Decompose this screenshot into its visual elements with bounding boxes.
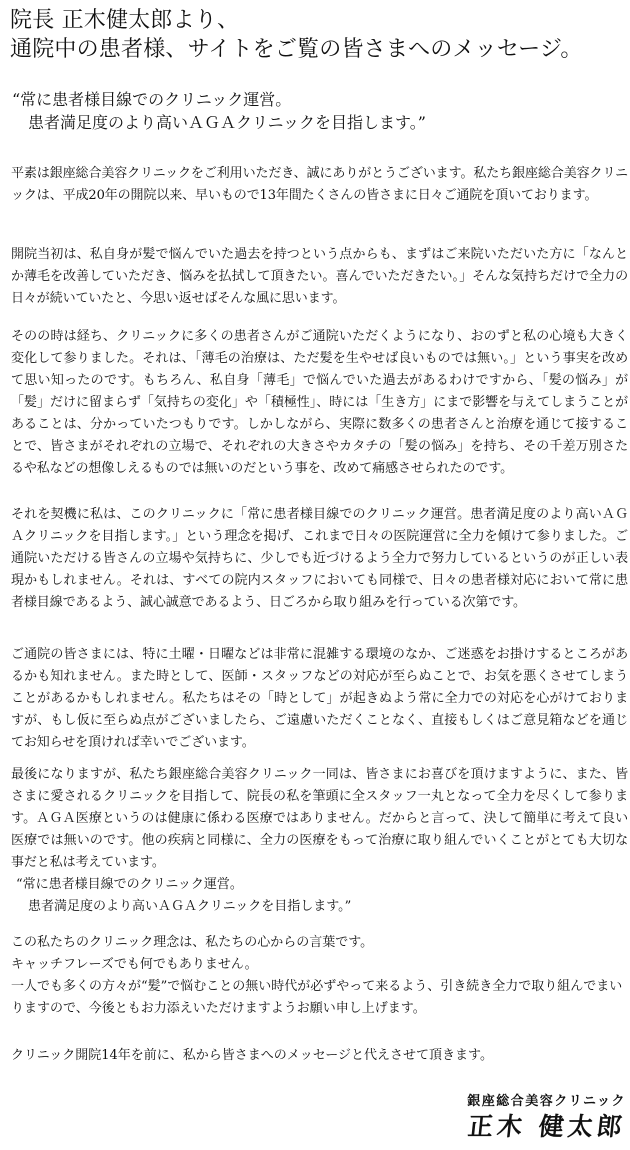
heading-line-2: 通院中の患者様、サイトをご覧の皆さまへのメッセージ。 [10,37,583,62]
signature-name: 正木 健太郎 [466,1112,628,1141]
closing-line-3: 一人でも多くの方々が“髪”で悩むことの無い時代が必ずやって来るよう、引き続き全力で取り組んでまいりますので、今後ともお力添えいただけますようお願い申し上げます。 [11,979,623,1016]
page-heading [10,6,625,64]
paragraph-philosophy: それを契機に私は、このクリニックに「常に患者様目線でのクリニック運営。患者満足度のより高いＡＧＡクリニックを目指します。」という理念を掲げ、これまで日々の医院運営に全力を傾けて参りました。ご通院いただける皆さんの立場や気持ちに、少しでも近づけるよう全力で努力しているというのが正しい表現かもしれません。それは、すべての院内スタッフにおいても同様で、日々の患者様対応において常に患者様目線であるよう、誠心誠意であるよう、日ごろから取り組みを行っている次第です。 [11,507,628,610]
paragraph-opening-days: 開院当初は、私自身が髪で悩んでいた過去を持つという点からも、まずはご来院いただいた方に「なんとか薄毛を改善していただき、悩みを払拭して頂きたい。喜んでいただきたい。」そんな気持ちだけで全力の日々が続いていたと、今思い返せばそんな風に思います。 [11,247,628,306]
signature [467,1093,626,1143]
closing-quote-line-1: “常に患者様目線でのクリニック運営。 [16,877,243,892]
lead-quote-line-2: 患者満足度のより高いＡＧＡクリニックを目指します。” [28,113,426,132]
closing-statement [11,932,628,1020]
paragraph-apology: ご通院の皆さまには、特に土曜・日曜などは非常に混雑する環境のなか、ご迷惑をお掛けするところがあるかも知れません。また時として、医師・スタッフなどの対応が至らぬことで、お気を悪くさせてしまうことがあるかもしれません。私たちはその「時として」が起きぬよう常に全力での対応を心がけておりますが、もし仮に至らぬ点がございましたら、ご遠慮いただくことなく、直接もしくはご意見箱などを通じてお知らせを頂ければ幸いでございます。 [11,647,628,750]
closing-quote-line-2: 患者満足度のより高いＡＧＡクリニックを目指します。” [28,899,352,914]
paragraph-change-of-mind: そのの時は経ち、クリニックに多くの患者さんがご通院いただくようになり、おのずと私の心境も大きく変化して参りました。それは、「薄毛の治療は、ただ髪を生やせば良いものでは無い。」という事実を改めて思い知ったのです。もちろん、私自身「薄毛」で悩んでいた過去があるわけですから、「髪の悩み」が「髪」だけに留まらず「気持ちの変化」や「積極性」、時には「生き方」にまで影響を与えてしまうことがあることは、分かっていたつもりです。しかしながら、実際に数多くの患者さんと治療を通じて接することで、皆さまがそれぞれの立場で、それぞれの大きさやカタチの「髪の悩み」を持ち、その千差万別さたるや私などの想像しえるものでは無いのだという事を、改めて痛感させられたのです。 [11,329,628,476]
lead-quote [12,88,622,134]
paragraph-greeting: 平素は銀座総合美容クリニックをご利用いただき、誠にありがとうございます。私たち銀座総合美容クリニックは、平成20年の開院以来、早いもので13年間たくさんの皆さまに日々ご通院を頂いております。 [11,166,628,203]
signature-clinic: 銀座総合美容クリニック [467,1094,626,1109]
closing-quote [16,874,616,918]
heading-line-1: 院長 正木健太郎より、 [10,8,240,33]
lead-quote-line-1: “常に患者様目線でのクリニック運営。 [12,90,292,109]
closing-line-2: キャッチフレーズでも何でもありません。 [11,957,258,972]
paragraph-commitment: 最後になりますが、私たち銀座総合美容クリニック一同は、皆さまにお喜びを頂けますように、また、皆さまに愛されるクリニックを目指して、院長の私を筆頭に全スタッフ一丸となって全力を尽くして参ります。ＡＧＡ医療というのは健康に係わる医療ではありません。だからと言って、決して簡単に考えて良い医療では無いのです。他の疾病と同様に、全力の医療をもって治療に取り組んでいくことがとても大切な事だと私は考えています。 [11,767,628,870]
closing-line-1: この私たちのクリニック理念は、私たちの心からの言葉です。 [11,935,374,950]
final-message: クリニック開院14年を前に、私から皆さまへのメッセージと代えさせて頂きます。 [11,1048,493,1063]
